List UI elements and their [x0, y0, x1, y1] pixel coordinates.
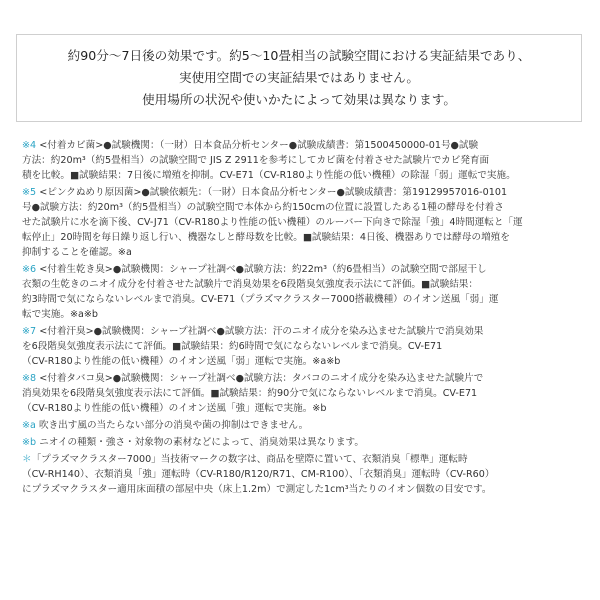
footnote-4 — [22, 138, 584, 183]
notice-line-3: 使用場所の状況や使いかたによって効果は異なります。 — [142, 92, 456, 107]
footnote-5 — [22, 185, 584, 260]
footnotes — [22, 138, 584, 499]
notice-box — [16, 34, 582, 122]
footnote-text: <付着タバコ臭>●試験機関：シャープ社調べ●試験方法：タバコのニオイ成分を染み込ませた試験片で 消臭効果を6段階臭気強度表示法にて評価。■試験結果：約90分で気にならないレベルまで消臭。CV-E71 （CV-R180より性能の低い機種）のイオン送風「強」運転で実施。※b — [22, 373, 484, 414]
footnote-a — [22, 418, 584, 433]
footnote-mark: ※5 — [22, 187, 37, 198]
footnote-mark: ※b — [22, 437, 37, 448]
footnote-text: 「プラズマクラスター7000」当技術マークの数字は、商品を壁際に置いて、衣類消臭「標準」運転時 （CV-RH140）、衣類消臭「強」運転時（CV-R180/R120/R71、CM-R100）、「衣類消臭」運転時（CV-R60） にプラズマクラスター適用床面積の部屋中央（床上1.2m）で測定した1cm³当たりのイオン個数の目安です。 — [22, 454, 495, 495]
footnote-text: 吹き出す風の当たらない部分の消臭や菌の抑制はできません。 — [35, 420, 309, 431]
footnote-b — [22, 435, 584, 450]
footnote-text: <付着カビ菌>●試験機関：（一財）日本食品分析センター●試験成績書：第1500450000-01号●試験 方法：約20m³（約5畳相当）の試験空間で JIS Z 2911を参考にしてカビ菌を付着させた試験片でカビ発育面 積を比較。■試験結果：7日後に増殖を抑制。CV-E71（CV-R180より性能の低い機種）の除湿「弱」運転で実施。 — [22, 140, 516, 181]
footnote-mark: ※a — [22, 420, 36, 431]
notice-line-2: 実使用空間での実証結果ではありません。 — [178, 70, 420, 85]
footnote-text: <ピンクぬめり原因菌>●試験依頼先：（一財）日本食品分析センター●試験成績書：第19129957016-0101 号●試験方法：約20m³（約5畳相当）の試験空間で本体から約150cmの位置に設置したある1種の酵母を付着さ せた試験片に水を滴下後、CV-J71（CV-R180より性能の低い機種）のルーバー下向きで除湿「強」4時間運転と「運 転停止」20時間を毎日繰り返し行い、機器なしと酵母数を比較。■試験結果：4日後、機器ありでは酵母の増殖を 抑制することを確認。※a — [22, 187, 523, 258]
footnote-text: <付着生乾き臭>●試験機関：シャープ社調べ●試験方法：約22m³（約6畳相当）の試験空間で部屋干し 衣類の生乾きのニオイ成分を付着させた試験片で消臭効果を6段階臭気強度表示法にて評価。■試験結果： 約3時間で気にならないレベルまで消臭。CV-E71（プラズマクラスター7000搭載機種）のイオン送風「弱」運 転で実施。※a※b — [22, 264, 499, 320]
footnote-mark: ※7 — [22, 326, 37, 337]
footnote-text: <付着汗臭>●試験機関：シャープ社調べ●試験方法：汗のニオイ成分を染み込ませた試験片で消臭効果 を6段階臭気強度表示法にて評価。■試験結果：約6時間で気にならないレベルまで消臭。CV-E71 （CV-R180より性能の低い機種）のイオン送風「弱」運転で実施。※a※b — [22, 326, 484, 367]
footnote-mark: ※6 — [22, 264, 37, 275]
footnote-mark: ※4 — [22, 140, 37, 151]
footnote-6 — [22, 262, 584, 322]
notice-line-1: 約90分〜7日後の効果です。約5〜10畳相当の試験空間における実証結果であり、 — [67, 48, 531, 63]
footnote-8 — [22, 371, 584, 416]
footnote-text: ニオイの種類・強さ・対象物の素材などによって、消臭効果は異なります。 — [36, 437, 364, 448]
footnote-7 — [22, 324, 584, 369]
footnote-mark: ＊ — [22, 454, 32, 465]
footnote-mark: ※8 — [22, 373, 37, 384]
footnote-plasmacluster — [22, 452, 584, 497]
